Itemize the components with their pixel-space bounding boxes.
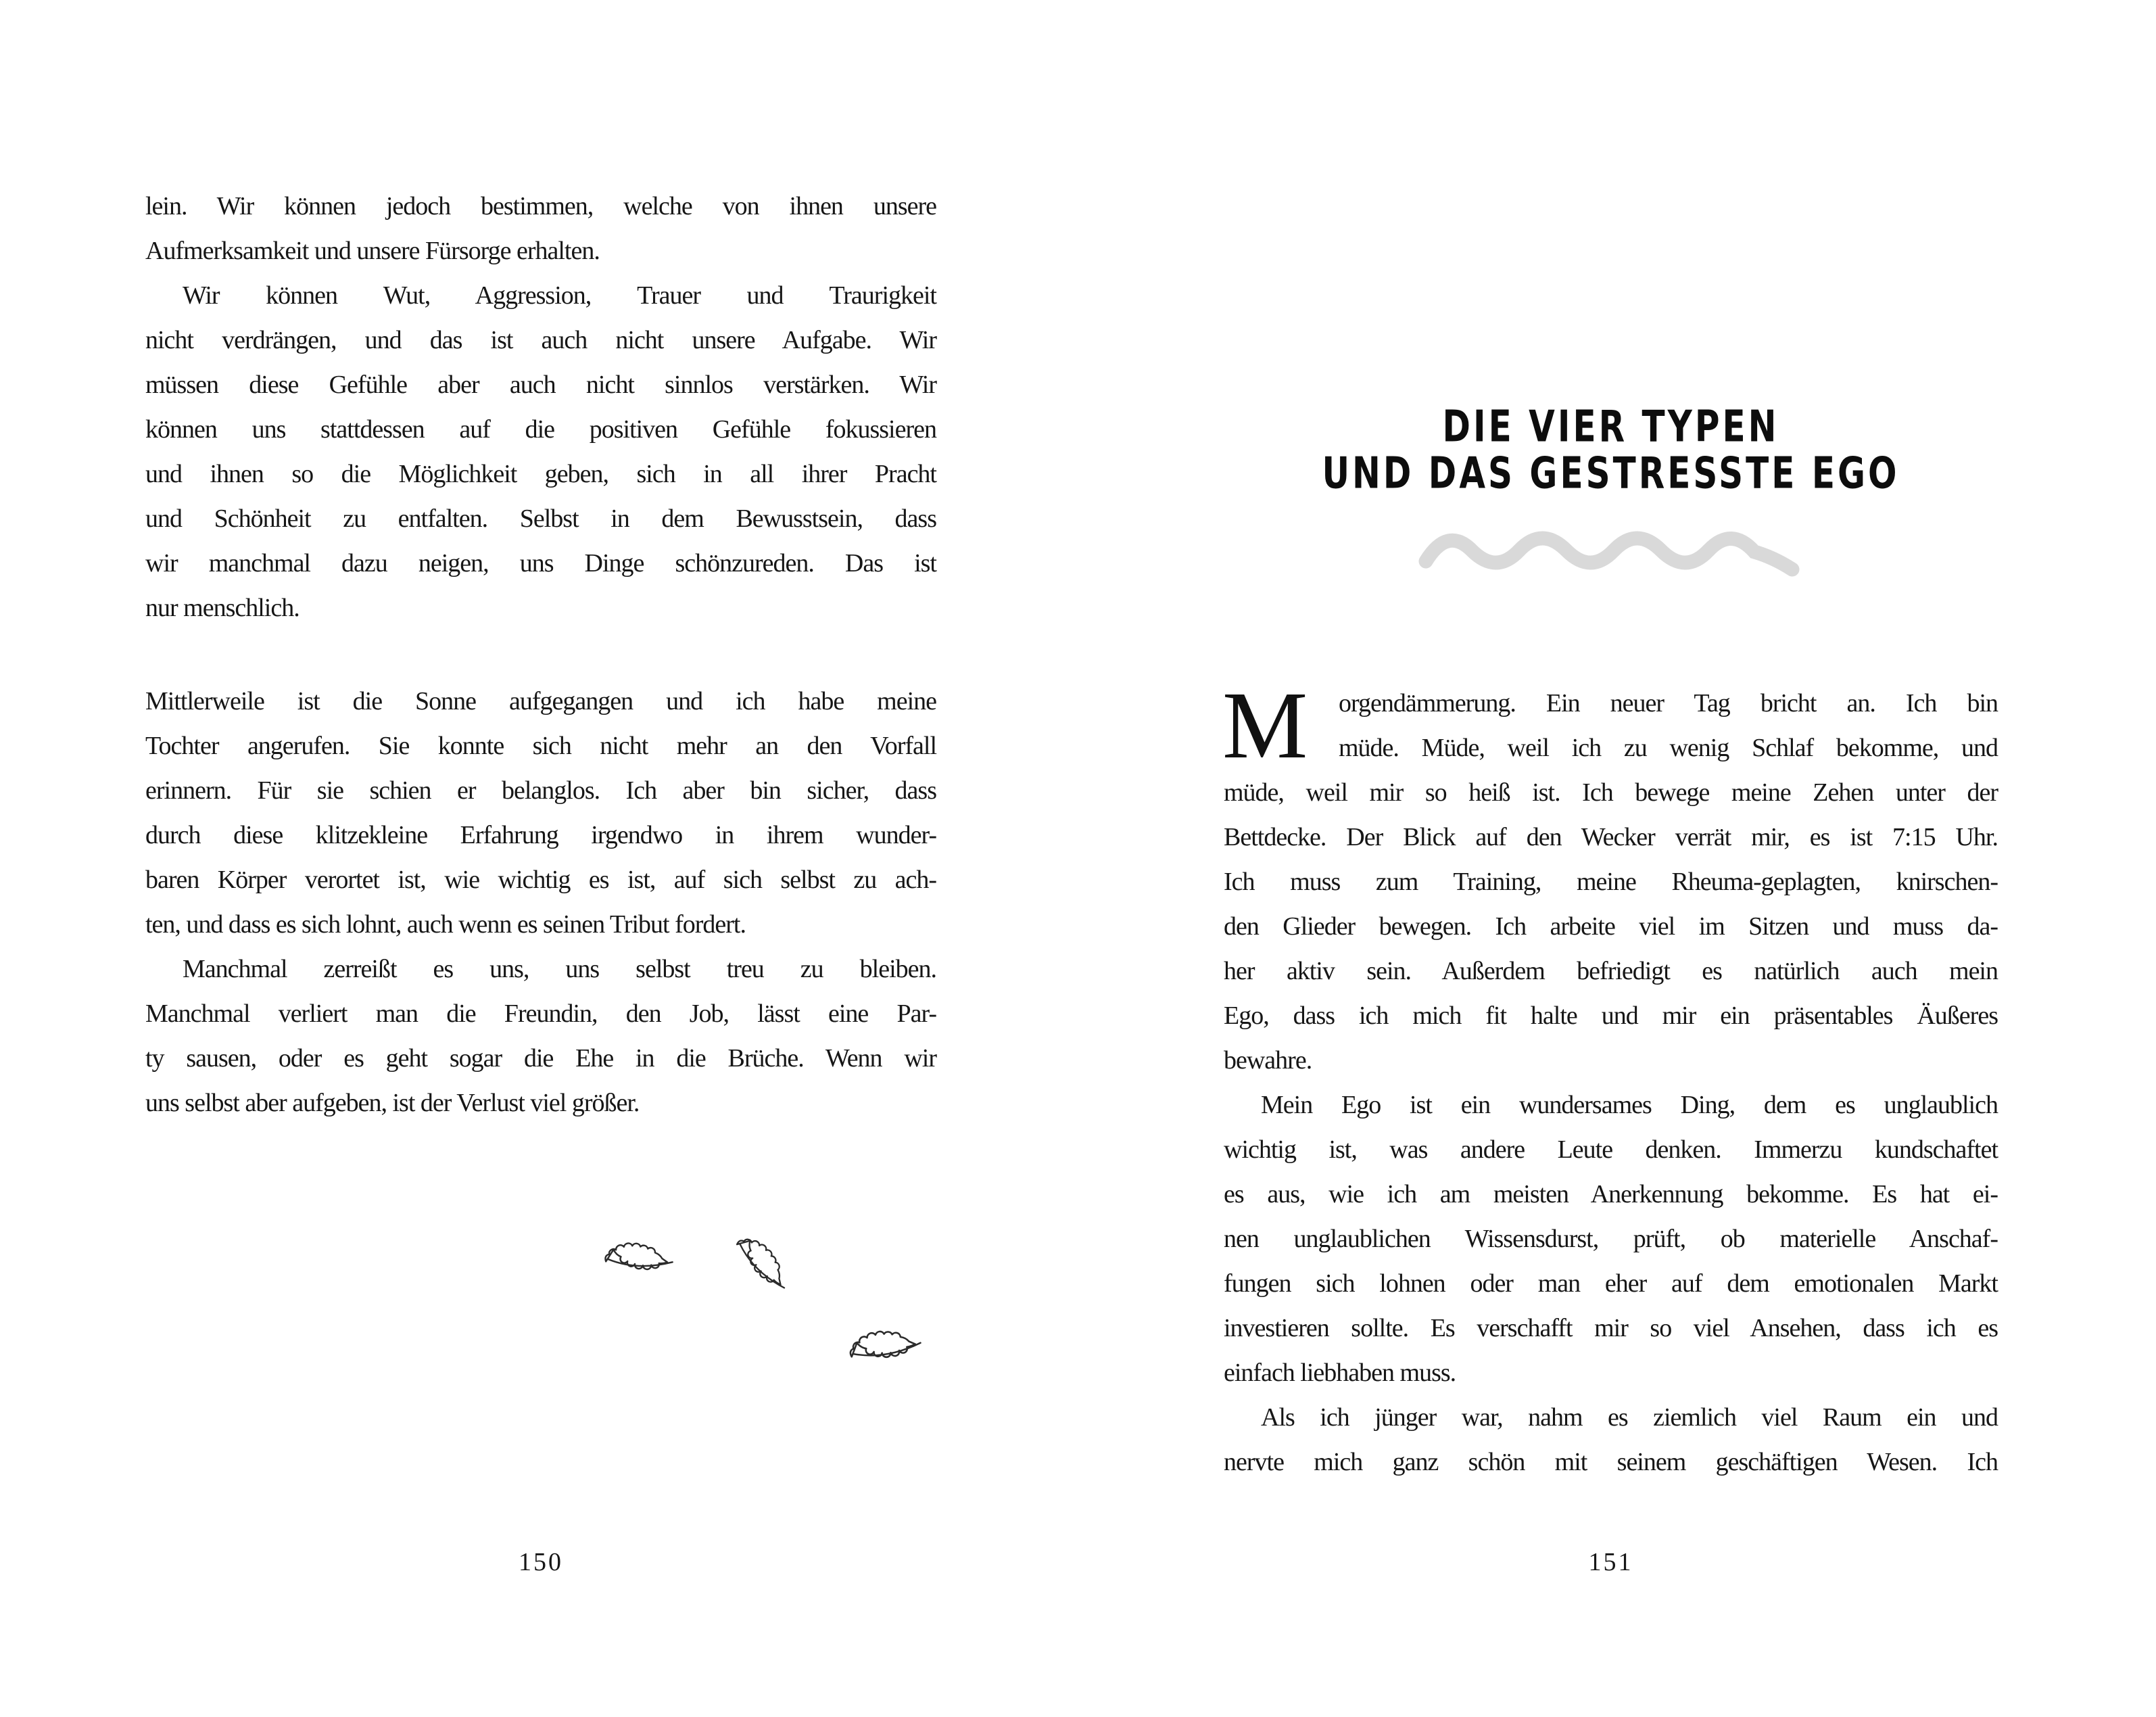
text-line: orgendämmerung. Ein neuer Tag bricht an. Ich bin — [1339, 689, 1998, 718]
paragraph — [145, 184, 936, 273]
paragraph — [1222, 672, 1998, 1083]
paragraph — [145, 679, 936, 947]
chapter-title — [1224, 403, 1998, 496]
text-line: können uns stattdessen auf die positiven Gefühle fokussieren — [145, 415, 936, 444]
text-line: und Schönheit zu entfalten. Selbst in dem Bewusstsein, dass — [145, 504, 936, 533]
text-line: lein. Wir können jedoch bestimmen, welche von ihnen unsere — [145, 192, 936, 220]
chapter-title-line2: UND DAS GESTRESSTE EGO — [1322, 448, 1900, 498]
right-page-text — [1222, 672, 1998, 1484]
text-line: wir manchmal dazu neigen, uns Dinge schönzureden. Das ist — [145, 549, 936, 578]
oak-leaf-icon — [844, 1323, 928, 1375]
text-line: wichtig ist, was andere Leute denken. Immerzu kundschaftet — [1224, 1135, 1998, 1164]
text-line: uns selbst aber aufgeben, ist der Verlust viel größer. — [145, 1089, 640, 1117]
text-line: Ich muss zum Training, meine Rheuma-geplagten, knirschen- — [1224, 868, 1998, 896]
text-line: einfach liebhaben muss. — [1224, 1359, 1456, 1387]
page-number: 151 — [1588, 1548, 1633, 1576]
paragraph — [145, 947, 936, 1125]
text-line: den Glieder bewegen. Ich arbeite viel im Sitzen und muss da- — [1224, 912, 1998, 941]
text-line: müde, weil mir so heiß ist. Ich bewege meine Zehen unter der — [1224, 778, 1998, 807]
text-line: nur menschlich. — [145, 594, 300, 622]
left-page-text — [145, 184, 936, 1125]
text-line: Mein Ego ist ein wundersames Ding, dem es unglaublich — [1261, 1091, 1998, 1119]
text-line: müde. Müde, weil ich zu wenig Schlaf bekomme, und — [1339, 734, 1998, 762]
text-line: Ego, dass ich mich fit halte und mir ein präsentables Äußeres — [1224, 1002, 1998, 1030]
text-line: Als ich jünger war, nahm es ziemlich viel Raum ein und — [1261, 1403, 1998, 1432]
drop-cap: M — [1222, 672, 1308, 778]
text-line: baren Körper verortet ist, wie wichtig es ist, auf sich selbst zu ach- — [145, 866, 936, 894]
text-line: investieren sollte. Es verschafft mir so viel Ansehen, dass ich es — [1224, 1314, 1998, 1342]
text-line: ty sausen, oder es geht sogar die Ehe in die Brüche. Wenn wir — [145, 1044, 936, 1073]
text-line: Manchmal zerreißt es uns, uns selbst treu zu bleiben. — [183, 955, 936, 983]
wavy-brush-stroke-icon — [1416, 519, 1808, 587]
text-line: und ihnen so die Möglichkeit geben, sich in all ihrer Pracht — [145, 460, 936, 488]
paragraph — [1224, 1395, 1998, 1484]
text-line: Mittlerweile ist die Sonne aufgegangen und ich habe meine — [145, 687, 936, 715]
text-line: Aufmerksamkeit und unsere Fürsorge erhalten. — [145, 237, 600, 265]
text-line: nicht verdrängen, und das ist auch nicht unsere Aufgabe. Wir — [145, 326, 936, 354]
text-line: bewahre. — [1224, 1046, 1312, 1075]
text-line: fungen sich lohnen oder man eher auf dem emotionalen Markt — [1224, 1269, 1998, 1298]
oak-leaf-icon — [722, 1225, 801, 1307]
text-line: müssen diese Gefühle aber auch nicht sinnlos verstärken. Wir — [145, 371, 936, 399]
text-line: nervte mich ganz schön mit seinem geschäftigen Wesen. Ich — [1224, 1448, 1998, 1476]
text-line: es aus, wie ich am meisten Anerkennung bekomme. Es hat ei- — [1224, 1180, 1998, 1208]
text-line: her aktiv sein. Außerdem befriedigt es natürlich auch mein — [1224, 957, 1998, 985]
chapter-title-line1: DIE VIER TYPEN — [1442, 401, 1779, 452]
text-line: nen unglaublichen Wissensdurst, prüft, ob materielle Anschaf- — [1224, 1225, 1998, 1253]
paragraph — [1224, 1083, 1998, 1395]
text-line: Manchmal verliert man die Freundin, den Job, lässt eine Par- — [145, 999, 936, 1028]
text-line: Wir können Wut, Aggression, Trauer und Traurigkeit — [183, 281, 936, 310]
text-line: Bettdecke. Der Blick auf den Wecker verrät mir, es ist 7:15 Uhr. — [1224, 823, 1998, 851]
text-line: ten, und dass es sich lohnt, auch wenn es seinen Tribut fordert. — [145, 910, 746, 939]
text-line: Tochter angerufen. Sie konnte sich nicht mehr an den Vorfall — [145, 732, 936, 760]
text-line: durch diese klitzekleine Erfahrung irgendwo in ihrem wunder- — [145, 821, 936, 849]
paragraph — [145, 273, 936, 630]
text-line: erinnern. Für sie schien er belanglos. Ich aber bin sicher, dass — [145, 776, 936, 805]
oak-leaf-icon — [600, 1236, 679, 1286]
page-number: 150 — [519, 1548, 563, 1576]
